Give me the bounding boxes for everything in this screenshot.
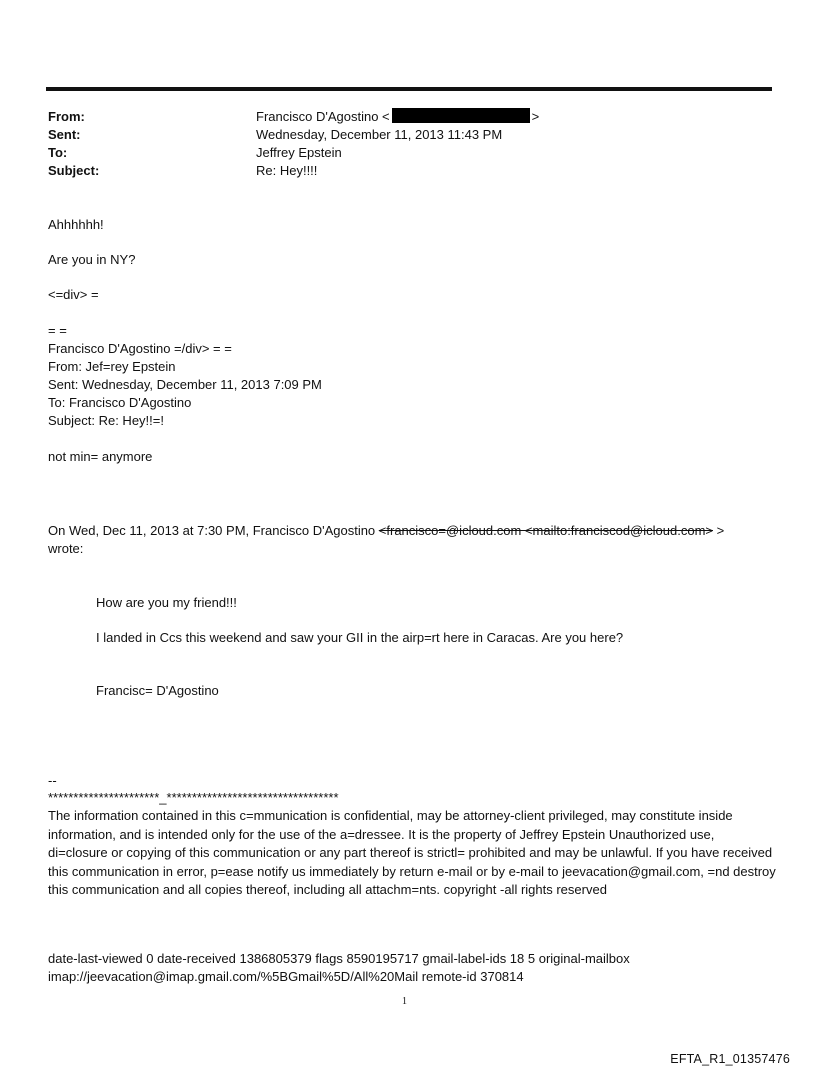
disclaimer-paragraph: The information contained in this c=mmunication is confidential, may be attorney-client privileged, may constitute inside information, and is intended only for the use of the a=dressee. It is the property of Jeffrey Epstein Unauthorized use, di=closure or copying of this communication or any part thereof is strictl= prohibited and may be unlawful. If you have received this communication in error, p=ease notify us immediately by return e-mail or by e-mail to jeevacation@gmail.com, =nd destroy this communication and all copies thereof, including all attachm=nts. copyright -all rights reserved	[48, 808, 776, 897]
from-value	[256, 108, 539, 126]
sent-label: Sent:	[48, 127, 81, 142]
quoted-subject: Subject: Re: Hey!!=!	[48, 413, 164, 428]
on-wed-prefix: On Wed, Dec 11, 2013 at 7:30 PM, Francisco D'Agostino	[48, 523, 379, 538]
quoted-to: To: Francisco D'Agostino	[48, 395, 192, 410]
quoted-signature: Francisc= D'Agostino	[96, 683, 219, 698]
from-suffix: >	[531, 109, 540, 124]
quoted-how-are-you: How are you my friend!!!	[96, 595, 237, 610]
subject-value: Re: Hey!!!!	[256, 163, 318, 178]
quoted-from: From: Jef=rey Epstein	[48, 359, 176, 374]
redacted-email-block	[392, 108, 530, 123]
sent-value: Wednesday, December 11, 2013 11:43 PM	[256, 127, 503, 142]
subject-label: Subject:	[48, 163, 100, 178]
on-wed-suffix: >	[713, 523, 725, 538]
from-label: From:	[48, 109, 85, 124]
body-question: Are you in NY?	[48, 252, 136, 267]
meta-line-1: date-last-viewed 0 date-received 1386805379 flags 8590195717 gmail-label-ids 18 5 original-mailbox	[48, 951, 630, 966]
page-number: 1	[402, 996, 407, 1007]
sig-dashes: --	[48, 773, 57, 788]
meta-line-2: imap://jeevacation@imap.gmail.com/%5BGmail%5D/All%20Mail remote-id 370814	[48, 969, 524, 984]
to-label: To:	[48, 145, 68, 160]
sig-stars: **********************_**********************************	[48, 790, 339, 805]
document-id: EFTA_R1_01357476	[670, 1052, 790, 1066]
quoted-sent: Sent: Wednesday, December 11, 2013 7:09 PM	[48, 377, 322, 392]
from-name: Francisco D'Agostino <	[256, 109, 390, 124]
to-value: Jeffrey Epstein	[256, 145, 342, 160]
body-eq-line: = =	[48, 323, 67, 338]
wrote-line: wrote:	[48, 541, 84, 556]
body-sig-line: Francisco D'Agostino =/div> = =	[48, 341, 232, 356]
body-div-line: <=div> =	[48, 287, 99, 302]
struck-email: <francisco=@icloud.com <mailto:franciscod@icloud.com>	[378, 523, 713, 538]
quoted-landed: I landed in Ccs this weekend and saw your GII in the airp=rt here in Caracas. Are you here?	[96, 630, 624, 645]
header-rule	[46, 87, 772, 91]
body-greeting: Ahhhhhh!	[48, 217, 104, 232]
body-reply: not min= anymore	[48, 449, 153, 464]
on-wed-line	[48, 522, 724, 540]
